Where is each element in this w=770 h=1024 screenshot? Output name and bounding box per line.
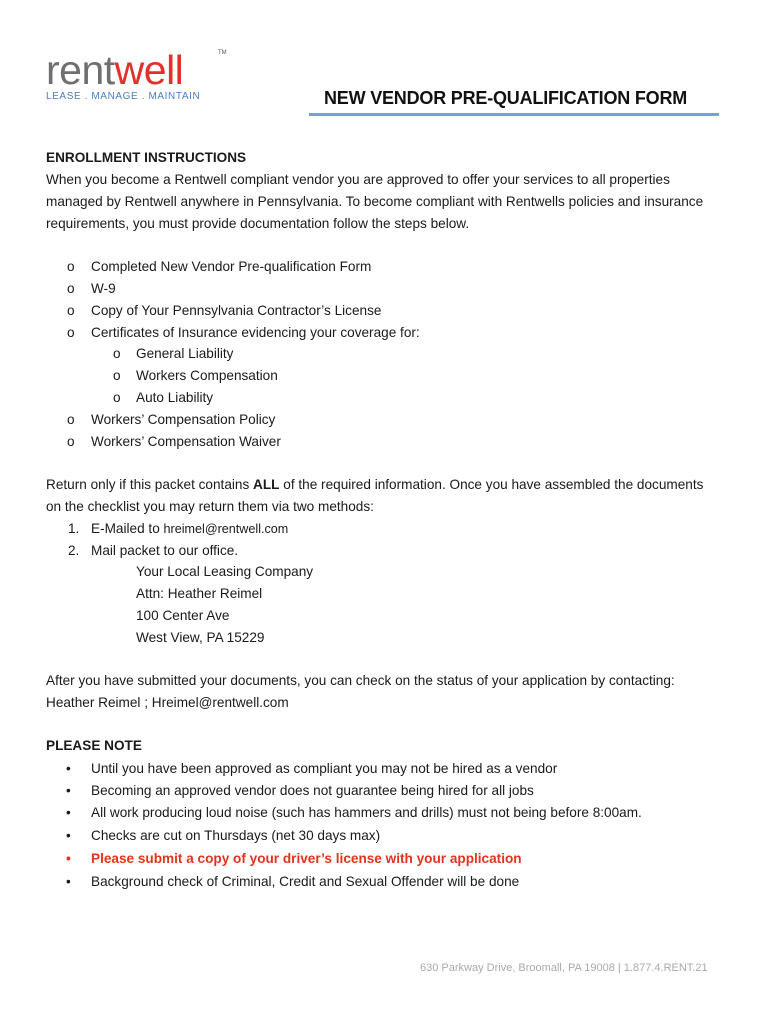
- email-link[interactable]: hreimel@rentwell.com: [163, 522, 289, 536]
- enrollment-text-line: When you become a Rentwell compliant vendor you are approved to offer your services to all properties: [46, 172, 670, 187]
- logo-tagline: LEASE . MANAGE . MAINTAIN: [46, 91, 201, 102]
- rentwell-logo: [46, 47, 227, 102]
- note-heading: PLEASE NOTE: [46, 738, 142, 753]
- address-line: 100 Center Ave: [136, 608, 230, 623]
- enrollment-heading: ENROLLMENT INSTRUCTIONS: [46, 150, 247, 165]
- footer-address: 630 Parkway Drive, Broomall, PA 19008 | 1.877.4.RENT.21: [420, 962, 708, 974]
- method-mail: Mail packet to our office.: [91, 543, 239, 558]
- return-text-line: Return only if this packet contains ALL of the required information. Once you have assembled the documents: [46, 477, 704, 492]
- enrollment-text-line: requirements, you must provide documentation follow the steps below.: [46, 216, 470, 231]
- list-marker: o: [67, 434, 75, 449]
- list-marker: o: [67, 325, 75, 340]
- title-underline: [309, 113, 719, 116]
- list-marker: o: [67, 303, 75, 318]
- address-line: West View, PA 15229: [136, 630, 265, 645]
- enrollment-text-line: managed by Rentwell anywhere in Pennsylvania. To become compliant with Rentwells policies and insurance: [46, 194, 704, 209]
- address-line: Attn: Heather Reimel: [136, 586, 263, 601]
- method-number: 2.: [68, 543, 80, 558]
- list-marker: o: [113, 368, 121, 383]
- list-marker: o: [113, 346, 121, 361]
- list-marker: o: [113, 390, 121, 405]
- return-text-line: on the checklist you may return them via two methods:: [46, 499, 374, 514]
- bullet: •: [66, 805, 71, 820]
- status-text-line: After you have submitted your documents, you can check on the status of your application by contacting:: [46, 673, 675, 688]
- bullet: •: [66, 874, 71, 889]
- list-marker: o: [67, 281, 75, 296]
- bullet: •: [66, 783, 71, 798]
- method-number: 1.: [68, 521, 80, 536]
- list-marker: o: [67, 412, 75, 427]
- bullet: •: [66, 828, 71, 843]
- bullet: •: [66, 761, 71, 776]
- logo-wordmark: rentwell: [46, 47, 184, 93]
- address-line: Your Local Leasing Company: [136, 564, 314, 579]
- logo-trademark: TM: [218, 50, 227, 56]
- method-email: E-Mailed to hreimel@rentwell.com: [91, 521, 289, 536]
- list-marker: o: [67, 259, 75, 274]
- bullet: •: [66, 851, 71, 866]
- page-title: NEW VENDOR PRE-QUALIFICATION FORM: [324, 88, 688, 108]
- status-contact: Heather Reimel ; Hreimel@rentwell.com: [46, 695, 289, 710]
